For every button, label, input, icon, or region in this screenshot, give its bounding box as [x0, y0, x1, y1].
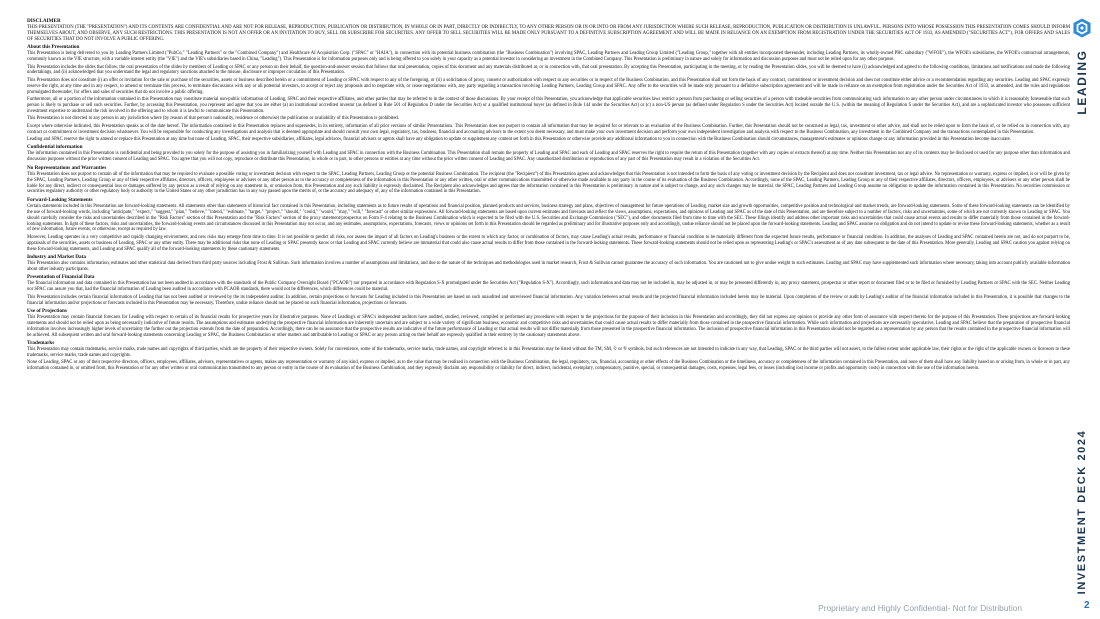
- section-paragraph: This Presentation may contain trademarks, service marks, trade names and copyrights of third parties, which are the property of their respective owners. Solely for convenience, some of the trademarks, service marks, trade names, and copyright referred to in this Presentation may be listed without the TM, SM, © or ® symbols, but such references are not intended to indicate in any way, that Leading, SPAC or the third parties will not assert, to the fullest extent under applicable law, their rights or the right of the applicable owners or licensors to these trademarks, service marks, trade names and copyrights.: [27, 347, 1070, 359]
- section-paragraph: Except where otherwise indicated, this Presentation speaks as of the date hereof. The information contained in this Presentation replaces and supersedes, in its entirety, information of all prior versions of similar Presentations. This Presentation does not purport to contain all information that may be required for or relevant to an evaluation of the Business Combination. Further, this Presentation should not be construed as legal, tax, investment or other advice, and shall not be relied upon to form the basis of, or be relied on in connection with, any contract or commitment or investment decision whatsoever. You will be responsible for conducting any investigations and analysis that is deemed appropriate and should consult your own legal, regulatory, tax, business, financial and accounting advisors to the extent you deem necessary, and must make your own investment decision and perform your own independent investigation and analysis with respect to the Business Combination, any investment in the Combined Company and the transactions contemplated in this Presentation.: [27, 123, 1070, 135]
- section-heading: Industry and Market Data: [27, 254, 86, 261]
- section-heading: Use of Projections: [27, 308, 67, 315]
- section-paragraph: Leading and SPAC reserve the right to amend or replace this Presentation at any time but none of Leading, SPAC, their respective subsidiaries, affiliates, legal advisors, financial advisors or agents shall have any obligation to update or supplement any content set forth in this Presentation or otherwise provide any additional information to you in connection with the Business Combination should circumstances, management's estimates or opinions change or any information provided in this Presentation become inaccurate.: [27, 137, 1011, 142]
- section-heading: About this Presentation: [27, 44, 80, 51]
- section-paragraph: Furthermore, all or a portion of the information contained in this Presentation may constitute material non-public information of Leading, SPAC and their respective affiliates, and other parties that may be referred to in the context of those discussions. By your receipt of this Presentation, you acknowledge that applicable securities laws restrict a person from purchasing or selling securities of a person with tradeable securities from communicating such information to any other person under circumstances in which it is reasonably foreseeable that such person is likely to purchase or sell such securities. Further, by accessing this Presentation, you represent and agree that you are either (a) an institutional accredited investor (as defined in Rule 501 of Regulation D under the Securities Act) or a qualified institutional buyer (as defined in Rule 144 under the Securities Act) or (c) a non-US person (as defined under Regulation S under the Securities Act) located outside the U.S. (within the meaning of Regulation S under the Securities Act), and are a sophisticated investor who possesses sufficient investment expertise to understand the risk involved in the offering and to whom it is lawful to communicate this Presentation.: [27, 97, 1070, 114]
- section-paragraph: This Presentation may contain financial forecasts for Leading with respect to certain of its financial results for prospective years for illustrative purposes. None of Leading's or SPAC's independent auditors have audited, studied, reviewed, compiled or performed any procedures with respect to the projections for the purpose of their inclusion in this Presentation and accordingly, they did not express any opinion or provide any other form of assurance with respect thereto for the purpose of this Presentation. These projections are forward-looking statements and should not be relied upon as being necessarily indicative of future results. The assumptions and estimates underlying the prospective financial information are inherently uncertain and are subject to a wide variety of significant business, economic and competitive risks and uncertainties that could cause actual results to differ materially from those contained in the prospective financial information. While such information and projections are necessarily speculative, Leading and SPAC believe that the preparation of prospective financial information involves increasingly higher levels of uncertainty the further out the projection extends from the date of preparation. Accordingly, there can be no assurance that the prospective results are indicative of the future performance of Leading or that actual results will not differ materially from those presented in the prospective financial information. The inclusion of prospective financial information in this Presentation should not be regarded as a representation by any person that the results contained in the prospective financial information will be achieved. All subsequent written and oral forward-looking statements concerning Leading or SPAC, the Business Combination or other matters and attributable to Leading or SPAC or any person acting on their behalf are expressly qualified in their entirety by the cautionary statements above.: [27, 315, 1070, 338]
- section-paragraph: THIS PRESENTATION (THE "PRESENTATION") AND ITS CONTENTS ARE CONFIDENTIAL AND ARE NOT FOR RELEASE, REPRODUCTION, PUBLICATION OR DISTRIBUTION, IN WHOLE OR IN PART, DIRECTLY OR INDIRECTLY, TO ANY OTHER PERSON OR IN OR INTO OR FROM ANY JURISDICTION WHERE SUCH RELEASE, REPRODUCTION, PUBLICATION OR DISTRIBUTION IS UNLAWFUL. PERSONS INTO WHOSE POSSESSION THIS PRESENTATION COMES SHOULD INFORM THEMSELVES ABOUT, AND OBSERVE, ANY SUCH RESTRICTIONS. THIS PRESENTATION IS NOT AN OFFER OR AN INVITATION TO BUY, SELL OR SUBSCRIBE FOR SECURITIES. ANY OFFER TO SELL SECURITIES WILL BE MADE ONLY PURSUANT TO A DEFINITIVE SUBSCRIPTION AGREEMENT AND WILL BE MADE IN RELIANCE ON AN EXEMPTION FROM REGISTRATION UNDER THE SECURITIES ACT OF 1933, AS AMENDED ("SECURITIES ACT"), FOR OFFERS AND SALES OF SECURITIES THAT DO NOT INVOLVE A PUBLIC OFFERING.: [27, 25, 1070, 42]
- section-heading: Forward-Looking Statements: [27, 196, 93, 203]
- section-paragraph: The financial information and data contained in this Presentation has not been audited in accordance with the standards of the Public Company Oversight Board ("PCAOB") nor prepared in accordance with Regulation S-X promulgated under the Securities Act ("Regulation S-X"). Accordingly, such information and data may not be included in, may be adjusted in, or may be presented differently in, any proxy statement, prospectus or other report or document filed or to be filed or furnished by Leading Partners or SPAC with the SEC. Neither Leading nor SPAC can assure you that, had the financial information of Leading been audited in accordance with PCAOB standards, there would not be differences, which differences could be material.: [27, 281, 1070, 293]
- section-paragraph: This Presentation does not constitute (i) an offer or invitation for the sale or purchase of the securities, assets or business described herein or a commitment of Leading or SPAC with respect to any of the foregoing, or (ii) a solicitation of proxy, consent or authorization with respect to any securities or in respect of the Business Combination, and this Presentation shall not form the basis of any contract, commitment or investment decision and does not constitute either advice or a recommendation regarding any securities. Leading and SPAC expressly reserve the right, at any time and in any respect, to amend or terminate this process, to terminate discussions with any or all potential investors, to accept or reject any proposals and to negotiate with, or cease negotiations with, any party regarding a transaction involving Leading Partners, Leading Group and SPAC. Any offer to the securities will be made only pursuant to a definitive subscription agreement and will be made in reliance on an exemption from registration under the Securities Act of 1933, as amended, and the rules and regulations promulgated thereunder, for offers and sales of securities that do not involve a public offering.: [27, 77, 1070, 95]
- section-paragraph: This Presentation is not directed to any person in any jurisdiction where (by reason of that person's nationality, residence or otherwise) the publication or availability of this Presentation is prohibited.: [27, 116, 399, 122]
- disclaimer-document: [27, 17, 1070, 585]
- section-paragraph: This Presentation includes certain financial information of Leading that has not been audited or reviewed by the its independent auditor. In addition, certain projections or forecasts for Leading included in this Presentation are based on such unaudited and unreviewed financial information. Any variation between actual results and the projected financial information included herein may be material. Upon completion of the review or audit by Leading's auditor of the financial information included in this Presentation, it is possible that changes to the financial information and/or projections or forecasts included in this Presentation may be necessary. Therefore, undue reliance should not be placed on such financial information, projections or forecasts.: [27, 294, 1070, 306]
- section-paragraph: This Presentation is being delivered to you by Leading Partners Limited ("PubCo," "Leading Partners" or the "Combined Company") and Healthcare AI Acquisition Corp. ("SPAC" or "HAIA"), in connection with its potential business combination (the "Business Combination") involving SPAC, Leading Partners and Leading Group Limited ("Leading Group," together with all entities incorporated thereunder, including Leading Partners, its wholly-owned PRC subsidiary ("WFOE"), the WFOE's subsidiaries, the WFOE's contractual arrangements, commonly known as the VIE structure, with a variable interest entity (the "VIE") and the VIE's subsidiaries based in China, "Leading"). This Presentation is for information purposes only and is being offered to you solely in your capacity as a potential investor in considering an investment in the Combined Company. This Presentation is preliminary in nature and solely for information and discussion purposes and must not be relied upon for any other purpose.: [27, 51, 1070, 63]
- deck-title: INVESTMENT DECK 2024: [1076, 429, 1088, 595]
- section-heading: No Representations and Warranties: [27, 164, 107, 171]
- section-heading: Trademarks: [27, 340, 55, 347]
- section-heading: Presentation of Financial Data: [27, 274, 95, 281]
- section-paragraph: Certain statements included in this Presentation are forward-looking statements. All statements other than statements of historical fact contained in this Presentation, including statements as to future results of operations and financial position, planned products and services, business strategy and plans, objectives of management for future operations of Leading, market size and growth opportunities, competitive position and technological and market trends, are forward-looking statements. Some of these forward-looking statements can be identified by the use of forward-looking words, including "anticipate," "expect," "suggest," "plan," "believe," "intend," "estimate," "target," "project," "should," "could," "would," "may," "will," "forecast" or other similar expressions. All forward-looking statements are based upon current estimates and forecasts and reflect the views, assumptions, expectations, and opinions of Leading and SPAC as of the date of this Presentation, and are therefore subject to a number of factors, risks and uncertainties, some of which are not currently known to Leading or SPAC. You should carefully consider the risks and uncertainties described in the "Risk Factors" section of this Presentation and the "Risk Factors" section of the proxy statement/prospectus on Form F-4 relating to the Business Combination which is expected to be filed with the U.S. Securities and Exchange Commission ("SEC"), and other documents filed from time to time with the SEC. These filings identify and address other important risks and uncertainties that could cause actual events and results to differ materially from those contained in the forward-looking statements. In light of these factors, risks and uncertainties, the forward-looking events and circumstances discussed in this Presentation may not occur, and any estimates, assumptions, expectations, forecasts, views or opinions set forth in this Presentation should be regarded as preliminary and for illustrative purposes only and accordingly, undue reliance should not be placed upon the forward-looking statements. Leading and SPAC assume no obligation and do not intend to update or revise these forward-looking statements, whether as a result of new information, future events, or otherwise, except as required by law.: [27, 203, 1070, 233]
- section-paragraph: None of Leading, SPAC or any of their respective directors, officers, employees, affiliates, advisors, representatives or agents, makes any representation or warranty of any kind, express or implied, as to the value that may be realized in connection with the Business Combination, the legal, regulatory, tax, financial, accounting or other effects of the Business Combination or the timeliness, accuracy or completeness of the information contained in this Presentation, and none of them shall have any liability based on or arising from, in whole or in part, any information contained in, or omitted from, this Presentation or for any other written or oral communication transmitted to any person or entity in the course of its evaluation of the Business Combination, and they expressly disclaim any responsibility or liability for direct, indirect, incidental, exemplary, compensatory, punitive, special, or consequential damages, costs, expenses, legal fees, or losses (including lost income or profits and opportunity costs) in connection with the use of the information herein.: [27, 360, 1070, 372]
- confidentiality-footer: Proprietary and Highly Confidential- Not for Distribution: [818, 603, 1022, 613]
- section-paragraph: This Presentation also contains information, estimates and other statistical data derived from third party sources including Frost & Sullivan. Such information involves a number of assumptions and limitations, and due to the nature of the techniques and methodologies used in market research, Frost & Sullivan cannot guarantee the accuracy of such information. You are cautioned not to give undue weight to such estimates. Leading and SPAC may have supplemented such information where necessary, taking into account publicly available information about other industry participants.: [27, 261, 1070, 272]
- brand-wordmark: LEADING: [1075, 49, 1089, 115]
- section-paragraph: This Presentation includes the slides that follow, the oral presentation of the slides by members of Leading or SPAC or any person on their behalf, the question-and-answer session that follows that oral presentation, copies of this document and any materials distributed at, or in connection with, that oral presentation. By accepting this Presentation, participating in the meeting, or by reading the Presentation slides, you will be deemed to have (i) acknowledged and agreed to the following conditions, limitations and notifications and made the following undertakings, and (ii) acknowledged that you understand the legal and regulatory sanctions attached to the misuse, disclosure or improper circulation of this Presentation.: [27, 64, 1070, 76]
- section-paragraph: The information contained in this Presentation is confidential and being provided to you solely for the purpose of assisting you in familiarizing yourself with Leading and SPAC in connection with the Business Combination. This Presentation shall remain the property of Leading and SPAC and each of Leading and SPAC reserves the right to require the return of this Presentation (together with any copies or extracts thereof) at any time. Neither this Presentation nor any of its contents may be disclosed or used for any purpose other than information and discussion purposes without the prior written consent of Leading and SPAC. You agree that you will not copy, reproduce or distribute this Presentation, in whole or in part, to other persons or entities at any time without the prior written consent of Leading and SPAC. Any unauthorized distribution or reproduction of any part of this Presentation may result in a violation of the Securities Act.: [27, 151, 1070, 163]
- section-paragraph: Moreover, Leading operates in a very competitive and rapidly changing environment, and new risks may emerge from time to time. It is not possible to predict all risks, nor assess the impact of all factors on Leading's business or the extent to which any factor, or combination of factors, may cause Leading's actual results, performance or financial condition to be materially different from the expected future results, performance or financial condition. In addition, the analyses of Leading and SPAC contained herein are not, and do not purport to be, appraisals of the securities, assets or business of Leading, SPAC or any other entity. There may be additional risks that none of Leading or SPAC presently know or that Leading and SPAC currently believe are immaterial that could also cause actual results to differ from those contained in the forward-looking statements. These forward-looking statements should not be relied upon as representing Leading's or SPAC's assessment as of any date subsequent to the date of this Presentation. More generally, Leading and SPAC caution you against relying on these forward-looking statements, and Leading and SPAC qualify all of the forward-looking statements by these cautionary statements.: [27, 234, 1070, 252]
- section-heading: DISCLAIMER: [27, 18, 61, 24]
- page-number: 2: [1084, 600, 1090, 611]
- section-heading: Confidential information: [27, 144, 83, 151]
- section-paragraph: This Presentation does not purport to contain all of the information that may be required to evaluate a possible voting or investment decision with respect to the SPAC, Leading Partners, Leading Group or the potential Business Combination. The recipient (the "Recipient") of this Presentation agrees and acknowledges that this Presentation is not intended to form the basis of any voting or investment decision by the Recipient and does not constitute investment, tax or legal advice. No representation or warranty, express or implied, is or will be given by the SPAC, Leading Partners, Leading Group or any of their respective affiliates, directors, officers, employees or advisers or any other person as to the accuracy or completeness of the information in this Presentation or any other written, oral or other communications transmitted or otherwise made available to any party in the course of its evaluation of the Business Combination. Accordingly, none of the SPAC, Leading Partners, Leading Group or any of their respective affiliates, directors, officers, employees, or advisers or any other person shall be liable for any direct, indirect or consequential loss or damages suffered by any person as a result of relying on any statement in, or omission from, this Presentation and any such liability is expressly disclaimed. The Recipient also acknowledges and agrees that the information contained in this Presentation is preliminary in nature and is subject to change, and any such changes may be material. the SPAC, Leading Partners and Leading Group assume no obligation to update the information contained in this Presentation. No securities commission or securities regulatory authority or other regulatory body or authority in the United States or any other jurisdiction has in any way passed upon the merits of, or the accuracy and adequacy of, any of the information contained in this Presentation.: [27, 171, 1070, 195]
